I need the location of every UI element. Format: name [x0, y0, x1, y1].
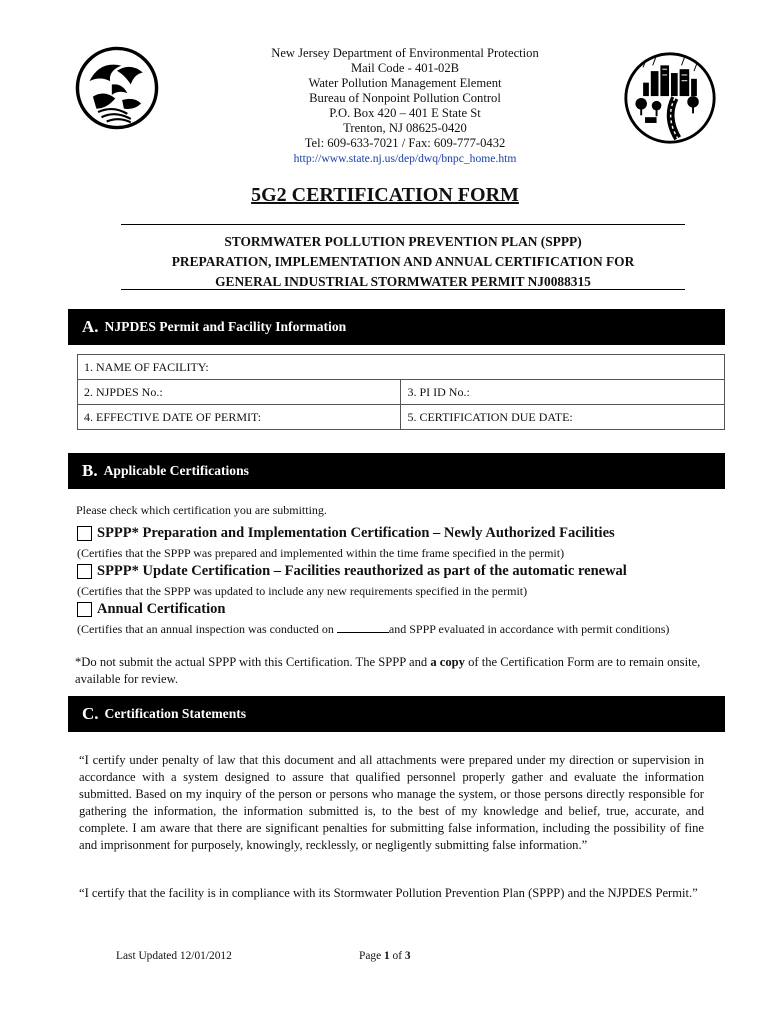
annual-certification-note [77, 622, 669, 637]
update-certification-label: SPPP* Update Certification – Facilities reauthorized as part of the automatic renewal [97, 563, 627, 579]
last-updated: Last Updated 12/01/2012 [116, 950, 232, 962]
section-c-header [68, 696, 725, 732]
section-a-title: NJPDES Permit and Facility Information [104, 319, 347, 334]
section-c-letter: C. [82, 704, 99, 723]
option-annual-certification[interactable] [77, 601, 225, 618]
update-certification-checkbox[interactable] [77, 564, 92, 579]
section-b-letter: B. [82, 461, 98, 480]
spp-disclaimer [75, 654, 715, 688]
section-b-header [68, 453, 725, 489]
preparation-certification-checkbox[interactable] [77, 526, 92, 541]
page-number [359, 950, 411, 962]
page-word: Page [359, 950, 384, 962]
stormwater-city-logo [622, 50, 718, 146]
disclaimer-text-end: of the Certification Form are to remain onsite, available for review. [75, 655, 701, 686]
page-current: 1 [384, 950, 390, 962]
certification-due-date-field[interactable]: 5. CERTIFICATION DUE DATE: [401, 405, 725, 430]
agency-name: New Jersey Department of Environmental Protection [271, 46, 539, 60]
annual-note-text-before: (Certifies that an annual inspection was conducted on [77, 622, 337, 636]
section-a-header [68, 309, 725, 345]
section-c-title: Certification Statements [104, 706, 247, 721]
page-total: 3 [404, 950, 411, 962]
mail-code: Mail Code - 401-02B [350, 61, 460, 75]
city-state-zip: Trenton, NJ 08625-0420 [343, 121, 467, 135]
certification-statement-1: “I certify under penalty of law that this document and all attachments were prepared under my direction or supervision in accordance with a system designed to assure that qualified personnel properly gather and evaluate the information submitted. Based on my inquiry of the person or persons who manage the system, or those persons directly responsible for gathering the information, the information submitted is, to the best of my knowledge and belief, true, accurate, and complete. I am aware that there are significant penalties for submitting false information, including the possibility of fine and imprisonment for purposely, knowingly, recklessly, or negligently submitting false information.” [79, 753, 704, 852]
form-subtitle [121, 224, 685, 290]
permit-info-table [77, 354, 725, 430]
section-b-title: Applicable Certifications [103, 463, 249, 478]
disclaimer-bold-copy: a copy [430, 655, 465, 669]
subtitle-line-3: GENERAL INDUSTRIAL STORMWATER PERMIT NJ0088315 [215, 274, 591, 289]
inspection-date-blank[interactable] [337, 622, 389, 633]
njpdes-number-field[interactable]: 2. NJPDES No.: [78, 380, 401, 405]
po-box: P.O. Box 420 – 401 E State St [329, 106, 481, 120]
annual-note-text-after: and SPPP evaluated in accordance with permit conditions) [388, 622, 670, 636]
option-update-certification[interactable] [77, 563, 627, 580]
phone-fax: Tel: 609-633-7021 / Fax: 609-777-0432 [304, 136, 506, 150]
element-name: Water Pollution Management Element [308, 76, 502, 90]
bureau-name: Bureau of Nonpoint Pollution Control [309, 91, 501, 105]
facility-name-field[interactable]: 1. NAME OF FACILITY: [78, 355, 725, 380]
form-title: 5G2 CERTIFICATION FORM [251, 184, 519, 206]
disclaimer-text-start: *Do not submit the actual SPPP with this Certification. The SPPP and [75, 655, 431, 669]
page-of: of [389, 950, 405, 962]
certification-statement-2: “I certify that the facility is in compliance with its Stormwater Pollution Prevention Plan (SPPP) and the NJPDES Permit.” [79, 886, 698, 900]
subtitle-line-1: STORMWATER POLLUTION PREVENTION PLAN (SPPP) [224, 234, 582, 249]
annual-certification-checkbox[interactable] [77, 602, 92, 617]
option-preparation-certification[interactable] [77, 525, 615, 542]
section-a-letter: A. [82, 317, 99, 336]
preparation-certification-note: (Certifies that the SPPP was prepared and implemented within the time frame specified in the permit) [77, 546, 565, 560]
website-link[interactable]: http://www.state.nj.us/dep/dwq/bnpc_home.htm [293, 152, 517, 165]
update-certification-note: (Certifies that the SPPP was updated to include any new requirements specified in the permit) [77, 584, 528, 598]
preparation-certification-label: SPPP* Preparation and Implementation Certification – Newly Authorized Facilities [97, 525, 615, 541]
effective-date-field[interactable]: 4. EFFECTIVE DATE OF PERMIT: [78, 405, 401, 430]
certification-instructions: Please check which certification you are submitting. [76, 503, 327, 517]
agency-address-block [160, 46, 650, 166]
pi-id-field[interactable]: 3. PI ID No.: [401, 380, 725, 405]
annual-certification-label: Annual Certification [97, 601, 226, 617]
njdep-logo [74, 45, 160, 131]
subtitle-line-2: PREPARATION, IMPLEMENTATION AND ANNUAL CERTIFICATION FOR [171, 254, 635, 269]
